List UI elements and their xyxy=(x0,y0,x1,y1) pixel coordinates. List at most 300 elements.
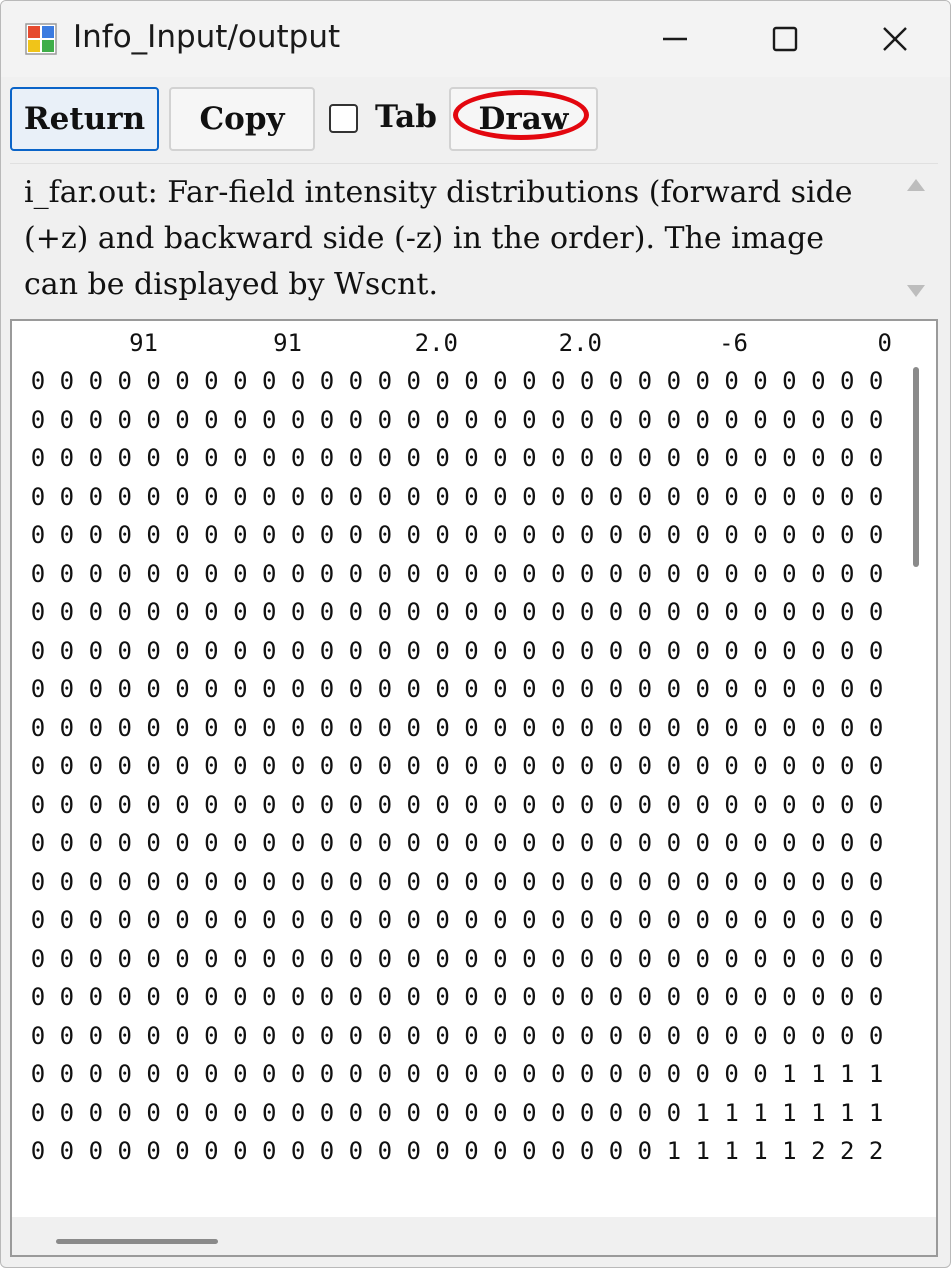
data-cell: 0 xyxy=(290,1098,306,1127)
data-cell: 0 xyxy=(782,482,797,511)
data-cell: 0 xyxy=(146,598,161,626)
data-cell: 0 xyxy=(30,675,46,703)
data-cell: 0 xyxy=(493,482,508,511)
data-cell: 0 xyxy=(839,829,855,857)
data-cell: 0 xyxy=(30,1137,46,1165)
data-cell: 0 xyxy=(435,713,450,742)
close-button[interactable] xyxy=(841,1,949,77)
vertical-scrollbar-thumb[interactable] xyxy=(913,367,919,567)
data-cell: 0 xyxy=(290,829,306,857)
data-cell: 0 xyxy=(290,752,306,780)
data-cell: 0 xyxy=(435,598,450,626)
scroll-down-arrow-icon[interactable] xyxy=(906,284,926,298)
data-cell: 0 xyxy=(811,482,826,511)
data-cell: 0 xyxy=(233,405,248,434)
data-cell: 0 xyxy=(261,598,277,626)
data-cell: 2 xyxy=(811,1137,826,1165)
close-icon xyxy=(881,25,909,53)
data-cell: 0 xyxy=(550,1060,566,1088)
data-cell: 0 xyxy=(59,675,75,703)
data-cell: 0 xyxy=(406,983,421,1011)
data-cell: 0 xyxy=(59,636,75,665)
data-cell: 0 xyxy=(522,521,537,549)
data-cell: 0 xyxy=(348,983,364,1011)
data-cell: 0 xyxy=(695,713,710,742)
copy-button[interactable]: Copy xyxy=(169,87,315,151)
data-cell: 0 xyxy=(261,675,277,703)
data-cell: 0 xyxy=(464,444,479,472)
data-cell: 0 xyxy=(261,636,277,665)
data-cell: 0 xyxy=(637,944,653,973)
data-cell: 0 xyxy=(204,944,219,973)
data-cell: 0 xyxy=(30,790,46,819)
data-cell: 0 xyxy=(493,1098,508,1127)
data-cell: 0 xyxy=(550,944,566,973)
data-cell: 0 xyxy=(30,1060,46,1088)
data-cell: 0 xyxy=(550,1137,566,1165)
data-cell: 1 xyxy=(811,1098,826,1127)
data-cell: 0 xyxy=(290,521,306,549)
data-cell: 0 xyxy=(811,598,826,626)
data-cell: 0 xyxy=(261,983,277,1011)
data-cell: 0 xyxy=(579,1021,595,1050)
data-cell: 0 xyxy=(753,444,768,472)
data-cell: 0 xyxy=(435,752,450,780)
data-cell: 0 xyxy=(348,1137,364,1165)
data-cell: 0 xyxy=(406,521,421,549)
data-cell: 0 xyxy=(88,944,104,973)
data-cell: 0 xyxy=(261,790,277,819)
data-cell: 0 xyxy=(839,867,855,896)
data-cell: 0 xyxy=(550,675,566,703)
maximize-button[interactable] xyxy=(731,1,839,77)
description-text: i_far.out: Far-field intensity distributions (forward side (+z) and backward side (-z) in the order). The image can be displayed by Wscnt. xyxy=(24,175,853,302)
data-row xyxy=(12,406,897,444)
data-cell: 0 xyxy=(868,521,884,549)
data-cell: 0 xyxy=(406,444,421,472)
data-cell: 0 xyxy=(59,1060,75,1088)
data-cell: 0 xyxy=(290,867,306,896)
data-cell: 0 xyxy=(550,521,566,549)
data-cell: 0 xyxy=(377,829,393,857)
data-cell: 0 xyxy=(146,1060,161,1088)
data-cell: 0 xyxy=(811,906,826,934)
data-row xyxy=(12,906,897,944)
data-cell: 0 xyxy=(204,521,219,549)
data-cell: 0 xyxy=(406,1021,421,1050)
data-cell: 0 xyxy=(550,829,566,857)
data-row xyxy=(12,637,897,675)
data-cell: 0 xyxy=(117,559,132,588)
data-cell: 0 xyxy=(579,713,595,742)
data-cell: 0 xyxy=(666,1060,682,1088)
description-box[interactable] xyxy=(10,163,938,314)
data-cell: 0 xyxy=(59,1098,75,1127)
data-cell: 0 xyxy=(637,752,653,780)
data-cell: 0 xyxy=(88,521,104,549)
data-cell: 0 xyxy=(30,521,46,549)
data-cell: 0 xyxy=(550,713,566,742)
data-cell: 0 xyxy=(233,867,248,896)
data-cell: 1 xyxy=(839,1098,855,1127)
data-cell: 0 xyxy=(839,598,855,626)
data-cell: 0 xyxy=(522,713,537,742)
data-cell: 0 xyxy=(435,405,450,434)
data-cell: 0 xyxy=(290,405,306,434)
data-cell: 0 xyxy=(782,444,797,472)
data-cell: 0 xyxy=(377,636,393,665)
data-cell: 0 xyxy=(637,367,653,395)
data-cell: 0 xyxy=(695,829,710,857)
data-cell: 0 xyxy=(406,598,421,626)
data-cell: 0 xyxy=(59,482,75,511)
data-cell: 0 xyxy=(839,405,855,434)
data-cell: 0 xyxy=(175,675,190,703)
data-cell: 0 xyxy=(695,598,710,626)
tab-checkbox-label[interactable]: Tab xyxy=(375,99,437,135)
data-cell: 0 xyxy=(724,829,739,857)
data-cell: 0 xyxy=(59,405,75,434)
data-cell: 0 xyxy=(146,1021,161,1050)
data-cell: 0 xyxy=(233,790,248,819)
data-cell: 0 xyxy=(579,367,595,395)
data-cell: 0 xyxy=(868,444,884,472)
data-cell: 0 xyxy=(146,906,161,934)
data-cell: 0 xyxy=(464,1021,479,1050)
data-cell: 0 xyxy=(637,790,653,819)
data-cell: 1 xyxy=(811,1060,826,1088)
data-cell: 0 xyxy=(839,482,855,511)
horizontal-scrollbar[interactable] xyxy=(12,1217,936,1257)
data-cell: 0 xyxy=(464,906,479,934)
data-cell: 0 xyxy=(348,482,364,511)
data-cell: 0 xyxy=(377,405,393,434)
data-cell: 0 xyxy=(608,1137,624,1165)
data-cell: 0 xyxy=(377,752,393,780)
data-cell: 0 xyxy=(464,521,479,549)
data-cell: 0 xyxy=(290,675,306,703)
data-cell: 0 xyxy=(319,829,335,857)
data-cell: 0 xyxy=(550,752,566,780)
data-cell: 0 xyxy=(782,829,797,857)
data-cell: 1 xyxy=(782,1137,797,1165)
draw-button[interactable]: Draw xyxy=(449,87,598,151)
data-cell: 0 xyxy=(59,521,75,549)
data-cell: 0 xyxy=(579,906,595,934)
data-cell: 0 xyxy=(204,790,219,819)
data-cell: 0 xyxy=(406,713,421,742)
data-cell: 0 xyxy=(406,867,421,896)
data-cell: 1 xyxy=(753,1098,768,1127)
data-cell: 0 xyxy=(811,752,826,780)
header-value: 0 xyxy=(877,329,892,357)
data-cell: 0 xyxy=(608,1021,624,1050)
data-cell: 0 xyxy=(522,636,537,665)
data-cell: 0 xyxy=(377,906,393,934)
data-cell: 0 xyxy=(261,444,277,472)
data-cell: 0 xyxy=(59,752,75,780)
data-cell: 0 xyxy=(435,444,450,472)
data-cell: 0 xyxy=(30,829,46,857)
data-cell: 0 xyxy=(261,1137,277,1165)
data-cell: 0 xyxy=(406,636,421,665)
data-cell: 0 xyxy=(608,829,624,857)
data-cell: 0 xyxy=(608,1098,624,1127)
data-cell: 0 xyxy=(811,444,826,472)
data-cell: 0 xyxy=(579,636,595,665)
data-cell: 0 xyxy=(406,829,421,857)
data-cell: 0 xyxy=(868,367,884,395)
data-cell: 0 xyxy=(868,829,884,857)
data-cell: 0 xyxy=(348,675,364,703)
data-cell: 0 xyxy=(579,1060,595,1088)
data-cell: 0 xyxy=(377,598,393,626)
data-cell: 0 xyxy=(146,482,161,511)
data-cell: 0 xyxy=(782,790,797,819)
data-cell: 0 xyxy=(839,521,855,549)
data-cell: 1 xyxy=(782,1098,797,1127)
data-cell: 0 xyxy=(522,906,537,934)
data-cell: 0 xyxy=(146,713,161,742)
data-row xyxy=(12,1099,897,1137)
data-cell: 0 xyxy=(868,983,884,1011)
data-cell: 0 xyxy=(522,790,537,819)
data-cell: 0 xyxy=(811,521,826,549)
data-cell: 0 xyxy=(666,867,682,896)
data-cell: 0 xyxy=(666,906,682,934)
data-cell: 0 xyxy=(88,598,104,626)
data-cell: 0 xyxy=(204,867,219,896)
data-cell: 0 xyxy=(290,367,306,395)
data-cell: 0 xyxy=(348,713,364,742)
data-cell: 0 xyxy=(319,444,335,472)
data-cell: 0 xyxy=(348,405,364,434)
data-cell: 0 xyxy=(117,1137,132,1165)
data-cell: 0 xyxy=(811,983,826,1011)
data-cell: 0 xyxy=(233,1060,248,1088)
data-text-area[interactable] xyxy=(10,319,938,1257)
data-cell: 0 xyxy=(348,444,364,472)
data-cell: 0 xyxy=(319,405,335,434)
data-cell: 0 xyxy=(117,405,132,434)
data-cell: 0 xyxy=(88,559,104,588)
data-cell: 0 xyxy=(695,521,710,549)
data-cell: 0 xyxy=(579,444,595,472)
data-cell: 0 xyxy=(348,1098,364,1127)
data-cell: 0 xyxy=(522,1137,537,1165)
data-cell: 0 xyxy=(839,636,855,665)
data-cell: 0 xyxy=(319,983,335,1011)
data-cell: 0 xyxy=(204,367,219,395)
data-cell: 0 xyxy=(782,983,797,1011)
data-cell: 0 xyxy=(146,1098,161,1127)
data-cell: 0 xyxy=(204,829,219,857)
data-cell: 0 xyxy=(464,1098,479,1127)
data-cell: 0 xyxy=(348,829,364,857)
data-cell: 0 xyxy=(261,906,277,934)
data-row xyxy=(12,1060,897,1098)
data-cell: 0 xyxy=(608,559,624,588)
data-cell: 0 xyxy=(666,790,682,819)
data-cell: 0 xyxy=(348,867,364,896)
horizontal-scrollbar-thumb[interactable] xyxy=(56,1239,218,1244)
data-cell: 0 xyxy=(782,636,797,665)
data-cell: 0 xyxy=(233,1137,248,1165)
data-cell: 1 xyxy=(782,1060,797,1088)
data-cell: 0 xyxy=(493,867,508,896)
data-cell: 0 xyxy=(666,1021,682,1050)
data-cell: 0 xyxy=(637,559,653,588)
data-cell: 0 xyxy=(117,906,132,934)
data-cell: 0 xyxy=(88,1060,104,1088)
data-cell: 0 xyxy=(753,482,768,511)
data-cell: 0 xyxy=(753,405,768,434)
minimize-button[interactable] xyxy=(621,1,729,77)
data-cell: 0 xyxy=(608,906,624,934)
data-cell: 0 xyxy=(319,867,335,896)
data-cell: 0 xyxy=(753,1021,768,1050)
data-cell: 0 xyxy=(348,1021,364,1050)
data-cell: 0 xyxy=(522,1021,537,1050)
data-cell: 0 xyxy=(608,444,624,472)
data-cell: 0 xyxy=(608,983,624,1011)
data-cell: 0 xyxy=(782,752,797,780)
data-cell: 0 xyxy=(579,521,595,549)
data-cell: 0 xyxy=(724,367,739,395)
data-cell: 0 xyxy=(175,752,190,780)
data-cell: 0 xyxy=(88,1021,104,1050)
data-cell: 0 xyxy=(30,713,46,742)
data-cell: 0 xyxy=(811,1021,826,1050)
data-cell: 0 xyxy=(637,405,653,434)
data-row xyxy=(12,560,897,598)
data-cell: 0 xyxy=(233,752,248,780)
data-cell: 0 xyxy=(88,713,104,742)
data-cell: 0 xyxy=(175,559,190,588)
header-value: 2.0 xyxy=(414,329,458,357)
data-cell: 0 xyxy=(522,559,537,588)
data-cell: 0 xyxy=(666,944,682,973)
data-cell: 0 xyxy=(88,367,104,395)
data-cell: 0 xyxy=(204,983,219,1011)
title-bar[interactable] xyxy=(1,1,950,77)
data-cell: 0 xyxy=(377,521,393,549)
data-cell: 0 xyxy=(175,405,190,434)
data-cell: 0 xyxy=(204,559,219,588)
header-value: 91 xyxy=(273,329,302,357)
data-cell: 0 xyxy=(811,367,826,395)
data-cell: 0 xyxy=(811,405,826,434)
data-cell: 0 xyxy=(435,829,450,857)
data-cell: 0 xyxy=(377,1021,393,1050)
data-cell: 0 xyxy=(406,367,421,395)
data-cell: 0 xyxy=(695,1060,710,1088)
data-cell: 0 xyxy=(146,444,161,472)
data-cell: 0 xyxy=(695,482,710,511)
data-cell: 0 xyxy=(435,790,450,819)
data-cell: 0 xyxy=(30,367,46,395)
data-cell: 0 xyxy=(88,405,104,434)
data-cell: 0 xyxy=(666,829,682,857)
data-cell: 0 xyxy=(724,521,739,549)
data-cell: 0 xyxy=(811,675,826,703)
data-cell: 0 xyxy=(782,713,797,742)
data-cell: 0 xyxy=(637,521,653,549)
data-cell: 0 xyxy=(839,906,855,934)
data-cell: 0 xyxy=(233,636,248,665)
data-cell: 0 xyxy=(550,636,566,665)
scroll-up-arrow-icon[interactable] xyxy=(906,178,926,192)
data-cell: 0 xyxy=(146,983,161,1011)
header-value: 91 xyxy=(129,329,158,357)
data-cell: 0 xyxy=(868,906,884,934)
data-cell: 0 xyxy=(261,1098,277,1127)
data-cell: 0 xyxy=(319,636,335,665)
data-cell: 0 xyxy=(782,367,797,395)
data-cell: 0 xyxy=(579,983,595,1011)
data-cell: 0 xyxy=(868,482,884,511)
data-cell: 0 xyxy=(637,1021,653,1050)
data-cell: 0 xyxy=(146,829,161,857)
data-cell: 0 xyxy=(117,944,132,973)
data-cell: 0 xyxy=(464,367,479,395)
data-cell: 0 xyxy=(493,444,508,472)
data-cell: 0 xyxy=(30,1021,46,1050)
data-cell: 0 xyxy=(522,675,537,703)
data-cell: 0 xyxy=(637,1098,653,1127)
data-cell: 0 xyxy=(839,367,855,395)
return-button[interactable]: Return xyxy=(10,87,159,151)
data-cell: 0 xyxy=(204,675,219,703)
tab-checkbox[interactable] xyxy=(329,104,358,133)
data-cell: 0 xyxy=(579,944,595,973)
data-cell: 0 xyxy=(550,559,566,588)
data-cell: 0 xyxy=(868,1021,884,1050)
data-cell: 0 xyxy=(261,752,277,780)
data-cell: 0 xyxy=(811,559,826,588)
data-cell: 0 xyxy=(868,790,884,819)
data-cell: 0 xyxy=(435,636,450,665)
data-cell: 0 xyxy=(117,482,132,511)
data-cell: 0 xyxy=(261,829,277,857)
data-cell: 0 xyxy=(839,675,855,703)
data-cell: 0 xyxy=(724,790,739,819)
data-cell: 0 xyxy=(464,790,479,819)
data-cell: 0 xyxy=(637,444,653,472)
data-cell: 0 xyxy=(435,1060,450,1088)
data-cell: 0 xyxy=(59,1137,75,1165)
data-cell: 0 xyxy=(695,636,710,665)
data-cell: 0 xyxy=(608,1060,624,1088)
data-cell: 0 xyxy=(406,405,421,434)
data-cell: 0 xyxy=(435,367,450,395)
data-content xyxy=(12,321,897,1211)
data-cell: 0 xyxy=(695,405,710,434)
data-cell: 0 xyxy=(695,983,710,1011)
data-cell: 0 xyxy=(59,906,75,934)
data-cell: 0 xyxy=(868,598,884,626)
data-cell: 0 xyxy=(406,1060,421,1088)
data-row xyxy=(12,983,897,1021)
data-cell: 0 xyxy=(666,444,682,472)
data-cell: 0 xyxy=(290,906,306,934)
data-cell: 0 xyxy=(233,944,248,973)
data-cell: 0 xyxy=(753,559,768,588)
data-cell: 0 xyxy=(522,829,537,857)
data-cell: 0 xyxy=(724,752,739,780)
data-cell: 0 xyxy=(493,906,508,934)
data-cell: 0 xyxy=(30,405,46,434)
